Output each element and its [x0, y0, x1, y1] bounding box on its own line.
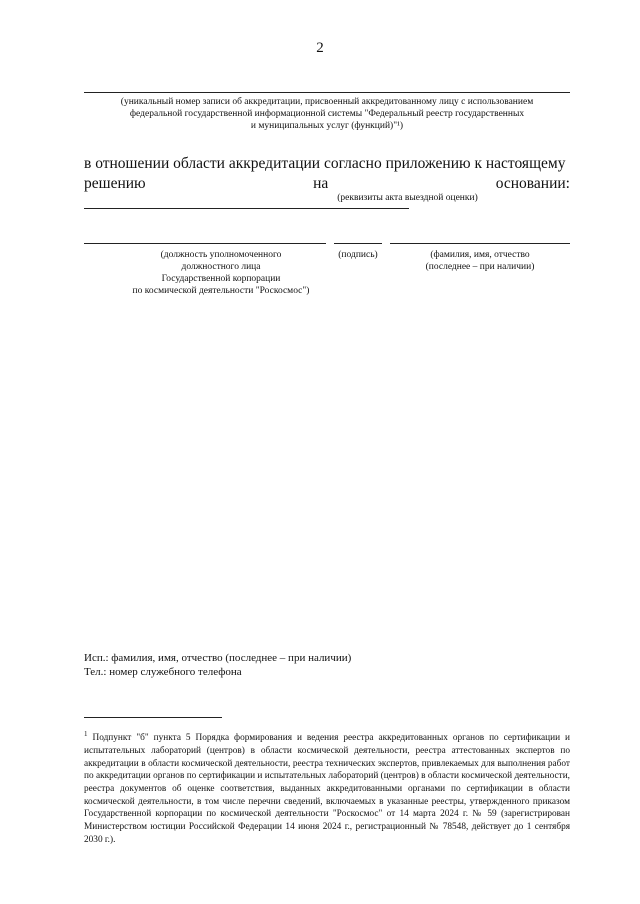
- full-name-caption: [390, 249, 570, 273]
- position-caption-line-3: Государственной корпорации: [161, 274, 281, 284]
- basis-line-1: в отношении области аккредитации согласно приложению к настоящему: [84, 155, 566, 172]
- full-name-caption-line-1: (фамилия, имя, отчество: [430, 250, 530, 260]
- position-caption: [84, 249, 358, 297]
- footnote: [84, 728, 570, 846]
- executor-name-line: Исп.: фамилия, имя, отчество (последнее – при наличии): [84, 652, 352, 664]
- position-caption-line-1: (должность уполномоченного: [160, 250, 282, 260]
- executor-info: [84, 651, 351, 679]
- inspection-act-caption: (реквизиты акта выездной оценки): [337, 193, 478, 203]
- signature-caption: (подпись): [338, 250, 378, 260]
- basis-line-2-text: решению на основании:: [84, 175, 570, 192]
- executor-phone-line: Тел.: номер служебного телефона: [84, 666, 242, 678]
- signature-line: [334, 243, 382, 244]
- footnote-mark: 1: [84, 730, 88, 738]
- registry-caption-line-1: (уникальный номер записи об аккредитации, присвоенный аккредитованному лицу с использованием: [120, 97, 534, 107]
- footnote-text: Подпункт "б" пункта 5 Порядка формирования и ведения реестра аккредитованных органов по сертификации и испытательных лабораторий (центров) в области космической деятельности, реестра аттестованных экспертов по аккредитации в области космической деятельности, реестра технических экспертов, привлекаемых для выполнения работ по аккредитации органов по сертификации и испытательных лабораторий (центров) в области космической деятельности, реестра документов об оценке соответствия, выданных аккредитованными органами по сертификации в области космической деятельности, в том числе перечни сведений, включаемых в указанные реестры, утвержденного приказом Государственной корпорации по космической деятельности "Роскосмос" от 14 марта 2024 г. № 59 (зарегистрирован Министерством юстиции Российской Федерации 14 июня 2024 г., регистрационный № 78548, действует до 1 сентября 2030 г.).: [84, 733, 570, 845]
- full-name-caption-line-2: (последнее – при наличии): [425, 262, 535, 272]
- position-line: [84, 243, 326, 244]
- page-number: 2: [316, 40, 324, 56]
- full-name-line: [390, 243, 570, 244]
- registry-caption-line-3: и муниципальных услуг (функций)"¹): [250, 121, 404, 131]
- registry-number-caption: [84, 96, 570, 132]
- position-caption-line-2: должностного лица: [181, 262, 261, 272]
- registry-caption-line-2: федеральной государственной информационной системы "Федеральный реестр государственных: [129, 109, 525, 119]
- position-caption-line-4: по космической деятельности "Роскосмос"): [132, 286, 310, 296]
- footnote-separator: [84, 717, 222, 718]
- accreditation-basis-paragraph: [84, 154, 570, 215]
- registry-number-line: [84, 92, 570, 93]
